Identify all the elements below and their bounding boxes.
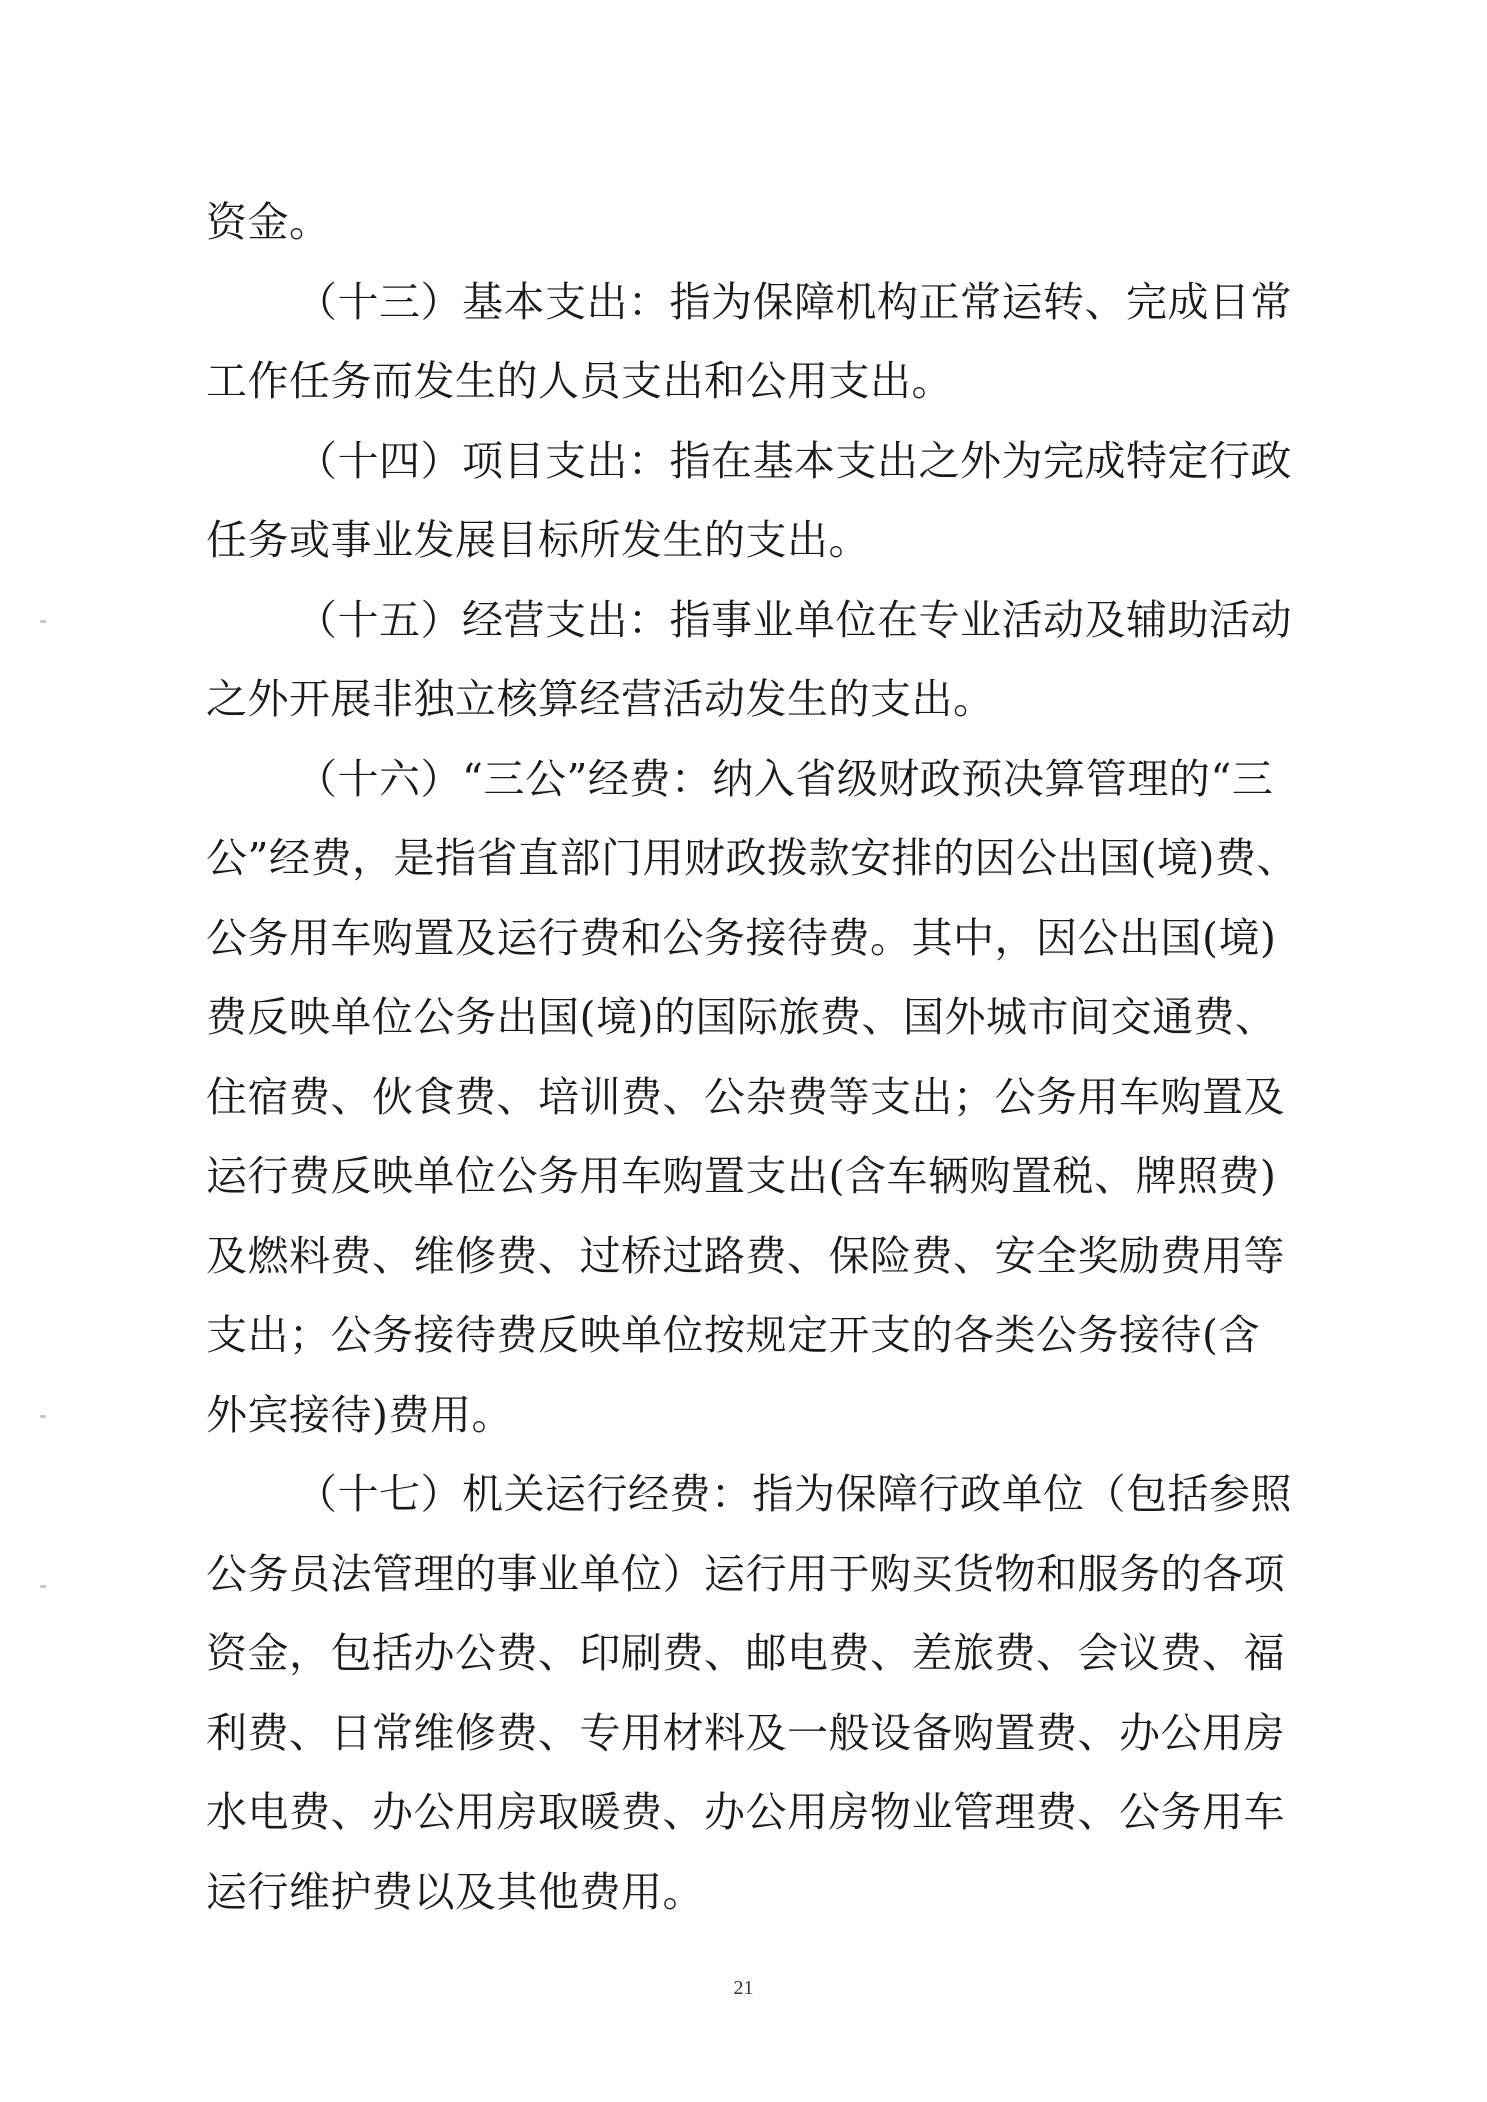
section-14-text-line: 任务或事业发展目标所发生的支出。 bbox=[206, 516, 870, 564]
section-16-text-line: 运行费反映单位公务用车购置支出(含车辆购置税、牌照费) bbox=[206, 1152, 1277, 1200]
section-13-heading-line: （十三）基本支出：指为保障机构正常运转、完成日常 bbox=[296, 277, 1292, 326]
section-15-text-line: 之外开展非独立核算经营活动发生的支出。 bbox=[206, 675, 995, 723]
scan-speck bbox=[40, 620, 46, 623]
section-16-text-line: 公”经费，是指省直部门用财政拨款安排的因公出国(境)费、 bbox=[206, 834, 1298, 882]
section-16-text-line: 公务用车购置及运行费和公务接待费。其中，因公出国(境) bbox=[206, 913, 1277, 962]
scan-speck bbox=[40, 1585, 46, 1588]
paragraph-continuation-line: 资金。 bbox=[206, 198, 331, 246]
section-14-heading-line: （十四）项目支出：指在基本支出之外为完成特定行政 bbox=[296, 436, 1292, 485]
document-body bbox=[206, 183, 1298, 1932]
section-16-text-line: 外宾接待)费用。 bbox=[206, 1390, 513, 1439]
scan-speck bbox=[40, 1415, 46, 1418]
section-17-text-line: 公务员法管理的事业单位）运行用于购买货物和服务的各项 bbox=[206, 1549, 1285, 1598]
section-16-text-line: 费反映单位公务出国(境)的国际旅费、国外城市间交通费、 bbox=[206, 993, 1277, 1041]
section-15-heading-line: （十五）经营支出：指事业单位在专业活动及辅助活动 bbox=[296, 595, 1292, 644]
section-17-text-line: 利费、日常维修费、专用材料及一般设备购置费、办公用房 bbox=[206, 1708, 1285, 1757]
section-17-text-line: 运行维护费以及其他费用。 bbox=[206, 1867, 704, 1916]
section-17-heading-line: （十七）机关运行经费：指为保障行政单位（包括参照 bbox=[296, 1470, 1292, 1518]
section-17-text-line: 水电费、办公用房取暖费、办公用房物业管理费、公务用车 bbox=[206, 1788, 1285, 1836]
section-16-text-line: 住宿费、伙食费、培训费、公杂费等支出；公务用车购置及 bbox=[206, 1072, 1285, 1121]
page-number: 21 bbox=[733, 1977, 754, 1999]
section-16-text-line: 及燃料费、维修费、过桥过路费、保险费、安全奖励费用等 bbox=[206, 1231, 1285, 1280]
section-16-heading-line: （十六）“三公”经费：纳入省级财政预决算管理的“三 bbox=[296, 754, 1274, 803]
section-13-text-line: 工作任务而发生的人员支出和公用支出。 bbox=[206, 357, 953, 405]
section-17-text-line: 资金，包括办公费、印刷费、邮电费、差旅费、会议费、福 bbox=[206, 1629, 1285, 1677]
section-16-text-line: 支出；公务接待费反映单位按规定开支的各类公务接待(含 bbox=[206, 1311, 1260, 1359]
